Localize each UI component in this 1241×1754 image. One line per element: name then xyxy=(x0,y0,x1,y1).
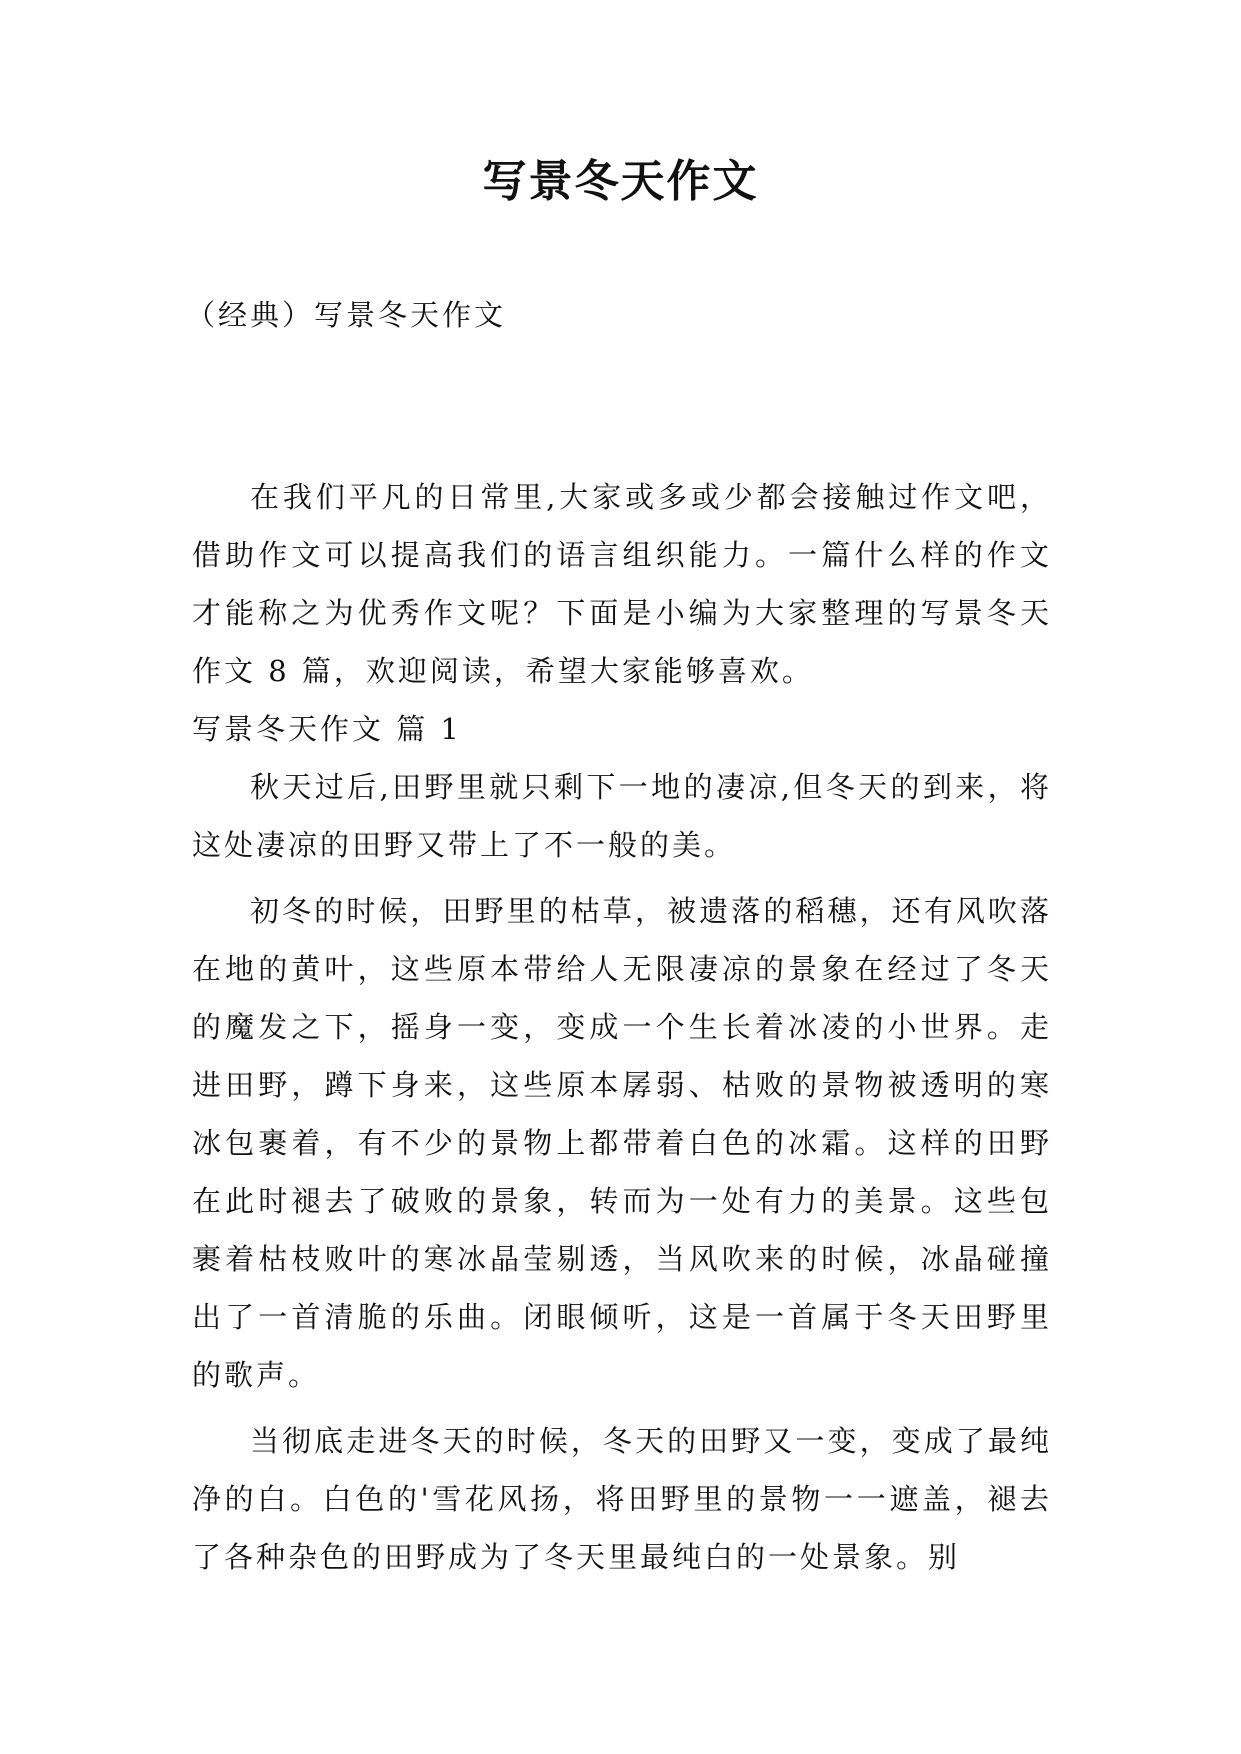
document-body xyxy=(192,468,1052,1586)
document-title: 写景冬天作文 xyxy=(482,156,759,207)
section-heading: 写景冬天作文 篇 1 xyxy=(192,712,462,746)
body-paragraph: 初冬的时候，田野里的枯草，被遗落的稻穗，还有风吹落在地的黄叶，这些原本带给人无限凄凉的景象在经过了冬天的魔发之下，摇身一变，变成一个生长着冰凌的小世界。走进田野，蹲下身来，这些原本孱弱、枯败的景物被透明的寒冰包裹着，有不少的景物上都带着白色的冰霜。这样的田野在此时褪去了破败的景象，转而为一处有力的美景。这些包裹着枯枝败叶的寒冰晶莹剔透，当风吹来的时候，冰晶碰撞出了一首清脆的乐曲。闭眼倾听，这是一首属于冬天田野里的歌声。 xyxy=(192,894,1052,1392)
intro-paragraph: 在我们平凡的日常里,大家或多或少都会接触过作文吧，借助作文可以提高我们的语言组织能力。一篇什么样的作文才能称之为优秀作文呢？下面是小编为大家整理的写景冬天作文 8 篇，欢迎阅读，希望大家能够喜欢。 xyxy=(192,480,1052,688)
body-paragraph: 当彻底走进冬天的时候，冬天的田野又一变，变成了最纯净的白。白色的'雪花风扬，将田野里的景物一一遮盖，褪去了各种杂色的田野成为了冬天里最纯白的一处景象。别 xyxy=(192,1424,1052,1574)
body-paragraph: 秋天过后,田野里就只剩下一地的凄凉,但冬天的到来，将这处凄凉的田野又带上了不一般的美。 xyxy=(192,770,1052,862)
document-subtitle: （经典）写景冬天作文 xyxy=(186,298,507,332)
